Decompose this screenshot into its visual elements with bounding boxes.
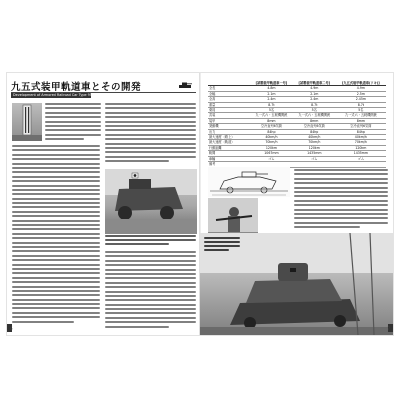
table-cell <box>293 162 336 167</box>
row-label: 軌間 <box>208 151 250 156</box>
table-cell: 5名 <box>250 108 293 113</box>
table-cell: 84hp <box>336 129 386 134</box>
table-cell: 8.7t <box>336 102 386 107</box>
table-cell: 8.7t <box>293 102 336 107</box>
table-cell: 2.45m <box>336 97 386 102</box>
row-label: 発動機 <box>208 124 250 129</box>
table-cell <box>336 162 386 167</box>
table-cell: 1435mm <box>336 151 386 156</box>
table-cell: 120km <box>336 145 386 150</box>
table-cell: 70km/h <box>250 140 293 145</box>
table-cell: 8mm <box>336 118 386 123</box>
body-text-column-1 <box>12 145 100 325</box>
tank-silhouette-icon <box>178 81 192 89</box>
table-cell: ゴム <box>293 156 336 161</box>
right-page <box>200 73 393 335</box>
row-label: 最大速度（軌道） <box>208 140 250 145</box>
table-cell: 40km/h <box>250 135 293 140</box>
table-cell: ゴム <box>336 156 386 161</box>
table-cell: 九一式六・五粍機関銃 <box>250 113 293 118</box>
article-title: 九五式装甲軌道車とその開発 <box>11 82 142 93</box>
table-cell: 5名 <box>293 108 336 113</box>
table-cell: 2.4m <box>293 97 336 102</box>
specifications-table <box>208 81 386 168</box>
body-text-column-2-top <box>105 103 196 164</box>
table-cell: 40km/h <box>293 135 336 140</box>
side-view-diagram <box>208 167 290 197</box>
table-header-cell: [九五式装甲軌道車(ソキ)] <box>336 81 386 86</box>
table-cell: 84hp <box>250 129 293 134</box>
table-cell: 40km/h <box>336 135 386 140</box>
table-cell: 空冷直列6気筒 <box>336 124 386 129</box>
table-cell: 1067mm <box>250 151 293 156</box>
table-header-cell: [試製装甲軌道車二号] <box>293 81 336 86</box>
table-cell: 70km/h <box>336 140 386 145</box>
row-label: 全高 <box>208 97 250 102</box>
row-label: 重量 <box>208 102 250 107</box>
row-label: 車輪 <box>208 156 250 161</box>
table-cell: 120km <box>250 145 293 150</box>
table-header-cell: [試製装甲軌道車一号] <box>250 81 293 86</box>
row-label: 全幅 <box>208 91 250 96</box>
table-cell: 2.1m <box>250 91 293 96</box>
table-cell: 5名 <box>336 108 386 113</box>
table-cell: 8mm <box>250 118 293 123</box>
row-label: 乗員 <box>208 108 250 113</box>
row-label: 行動距離 <box>208 145 250 150</box>
right-body-text-column <box>294 169 388 230</box>
tank-photo-caption-lines <box>204 237 240 253</box>
article-title-bar <box>11 79 196 93</box>
row-label: 出力 <box>208 129 250 134</box>
page-number-left: 6 <box>10 326 13 331</box>
row-label: 装甲 <box>208 118 250 123</box>
table-cell: 4.8m <box>250 86 293 91</box>
row-label: 備考 <box>208 162 250 167</box>
intro-text-column <box>45 103 101 143</box>
table-cell: 九一式六・五粍機関銃 <box>336 113 386 118</box>
signpost-photo <box>12 103 42 141</box>
armored-railcar-photo <box>105 169 197 234</box>
row-label: 全長 <box>208 86 250 91</box>
table-cell: 4.9m <box>336 86 386 91</box>
table-cell: 2.4m <box>250 97 293 102</box>
table-cell: 2.5m <box>336 91 386 96</box>
book-spread <box>7 73 393 335</box>
table-cell: 8mm <box>293 118 336 123</box>
table-cell: 84hp <box>293 129 336 134</box>
table-cell: 8.7t <box>250 102 293 107</box>
table-cell: 120km <box>293 145 336 150</box>
table-cell: 1435mm <box>293 151 336 156</box>
table-cell: 九一式六・五粍機関銃 <box>293 113 336 118</box>
table-cell: 70km/h <box>293 140 336 145</box>
table-cell: 2.1m <box>293 91 336 96</box>
row-label: 武装 <box>208 113 250 118</box>
left-page <box>7 73 200 335</box>
article-subtitle: Development of Armored Railroad Car Type 95 So-Ki <box>13 93 102 97</box>
table-cell: 空冷直列6気筒 <box>250 124 293 129</box>
page-number-right: 7 <box>387 326 390 331</box>
table-cell: 4.9m <box>293 86 336 91</box>
table-cell: 空冷直列6気筒 <box>293 124 336 129</box>
table-cell: ゴム <box>250 156 293 161</box>
truck-photo-caption-lines <box>105 235 196 247</box>
row-label: 最大速度（路上） <box>208 135 250 140</box>
body-text-column-2-bottom <box>105 251 196 330</box>
